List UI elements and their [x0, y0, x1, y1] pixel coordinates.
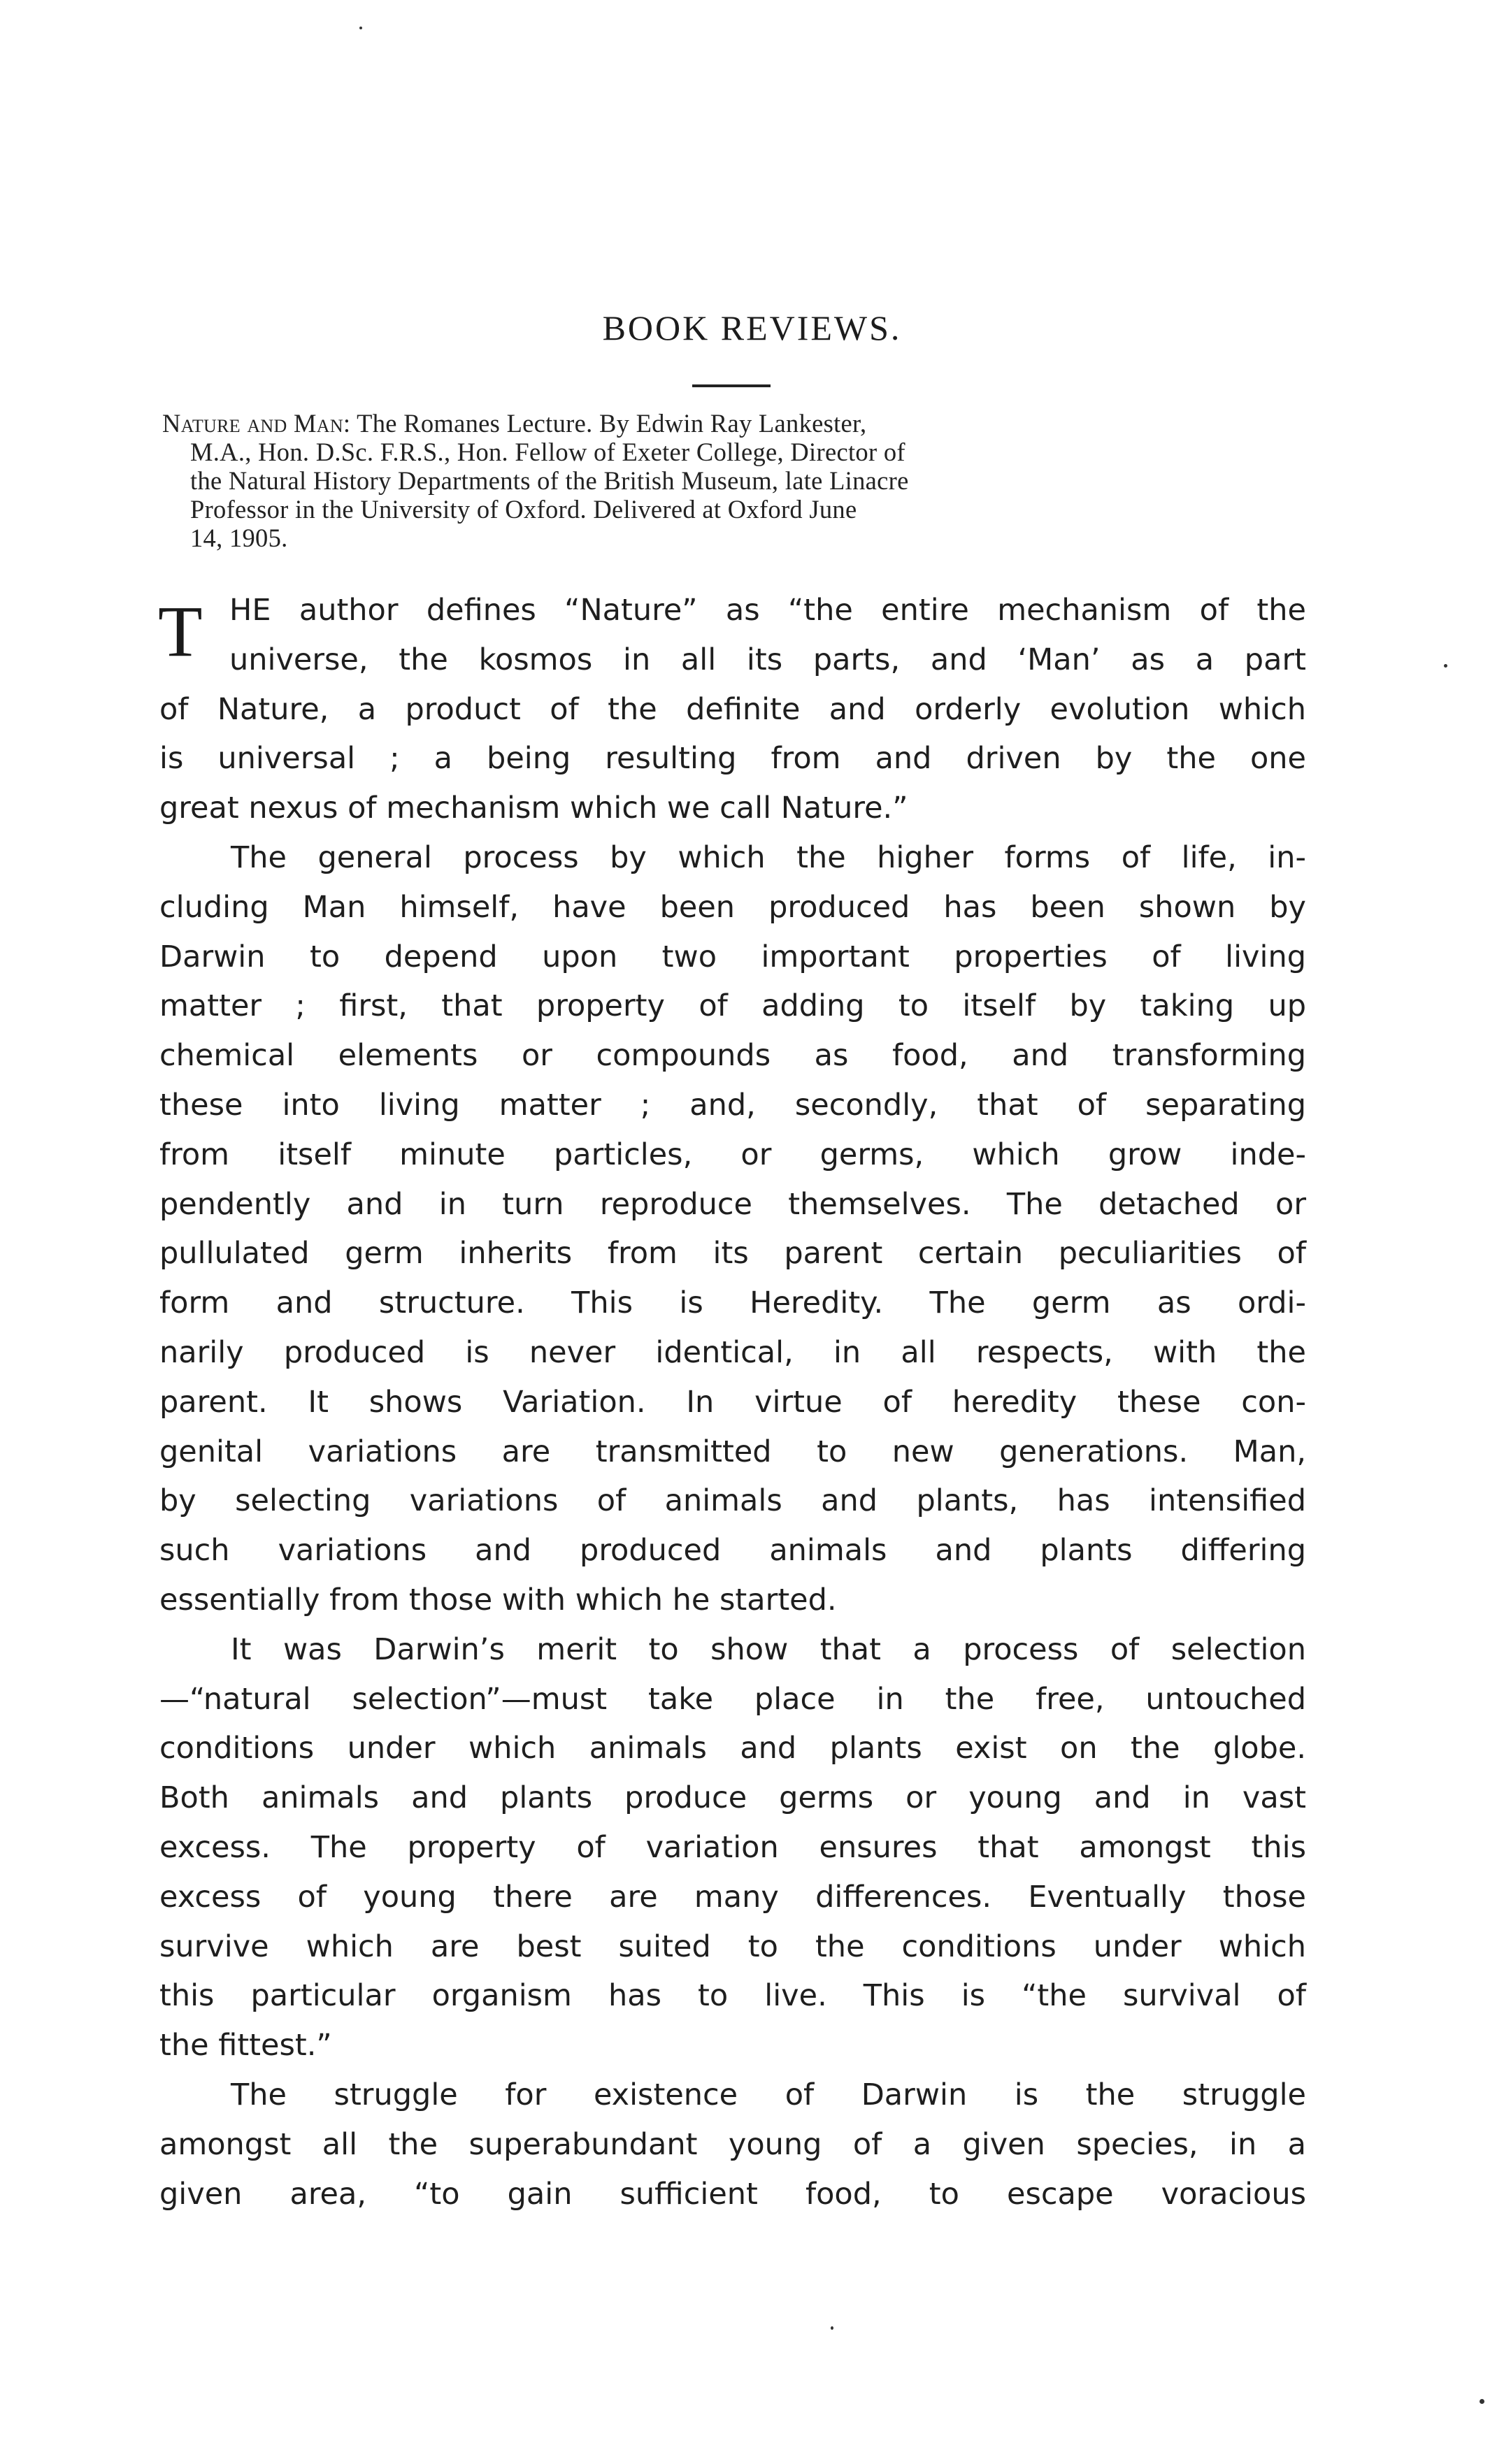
body-line: narily produced is never identical, in all respects, with the: [159, 1334, 1306, 1370]
review-citation: [162, 409, 1309, 552]
body-line: conditions under which animals and plants exist on the globe.: [159, 1731, 1306, 1766]
body-line: genital variations are transmitted to new generations. Man,: [159, 1434, 1306, 1469]
page-heading: BOOK REVIEWS.: [602, 308, 902, 347]
body-line: these into living matter ; and, secondly, that of separating: [159, 1087, 1306, 1123]
body-line: The struggle for existence of Darwin is the struggle: [231, 2077, 1306, 2112]
review-body: [159, 586, 1306, 2219]
body-line: the fittest.”: [159, 2028, 332, 2063]
body-line: given area, “to gain sufficient food, to escape voracious: [159, 2176, 1306, 2212]
body-line: Both animals and plants produce germs or young and in vast: [159, 1780, 1306, 1816]
body-line: —“natural selection”—must take place in the free, untouched: [159, 1681, 1306, 1717]
citation-line: [162, 409, 1309, 438]
citation-line-text: : The Romanes Lecture. By Edwin Ray Lankester,: [343, 409, 867, 438]
body-line: is universal ; a being resulting from and driven by the one: [159, 741, 1306, 777]
citation-line: the Natural History Departments of the British Museum, late Linacre: [190, 466, 909, 495]
body-line: HE author defines “Nature” as “the entire mechanism of the: [229, 593, 1306, 628]
body-line: pendently and in turn reproduce themselves. The detached or: [159, 1186, 1306, 1222]
body-line: by selecting variations of animals and plants, has intensified: [159, 1483, 1306, 1519]
body-line: excess. The property of variation ensures that amongst this: [159, 1829, 1306, 1865]
body-line: excess of young there are many differences. Eventually those: [159, 1879, 1306, 1915]
body-line: essentially from those with which he started.: [159, 1582, 837, 1618]
body-line: such variations and produced animals and plants differing: [159, 1533, 1306, 1569]
print-speck: [1480, 2399, 1484, 2404]
drop-cap: T: [158, 591, 203, 672]
body-line: Darwin to depend upon two important properties of living: [159, 939, 1306, 974]
body-line: The general process by which the higher forms of life, in-: [231, 840, 1306, 875]
heading-rule: [692, 384, 771, 387]
body-line: from itself minute particles, or germs, which grow inde-: [159, 1137, 1306, 1172]
citation-title: Nature and Man: [162, 409, 343, 438]
body-line: universe, the kosmos in all its parts, and ‘Man’ as a part: [229, 642, 1306, 677]
body-line: of Nature, a product of the definite and orderly evolution which: [159, 691, 1306, 727]
body-line: great nexus of mechanism which we call Nature.”: [159, 791, 908, 826]
citation-line: M.A., Hon. D.Sc. F.R.S., Hon. Fellow of Exeter College, Director of: [190, 438, 905, 466]
body-line: parent. It shows Variation. In virtue of heredity these con-: [159, 1384, 1306, 1420]
print-speck: [1444, 664, 1447, 668]
print-speck: [359, 27, 362, 29]
citation-line: Professor in the University of Oxford. Delivered at Oxford June: [190, 495, 857, 524]
body-line: pullulated germ inherits from its parent certain peculiarities of: [159, 1236, 1306, 1271]
body-line: matter ; first, that property of adding to itself by taking up: [159, 988, 1306, 1024]
body-line: cluding Man himself, have been produced has been shown by: [159, 889, 1306, 925]
citation-line: 14, 1905.: [190, 524, 288, 552]
body-line: amongst all the superabundant young of a given species, in a: [159, 2126, 1306, 2162]
body-line: form and structure. This is Heredity. The germ as ordi-: [159, 1285, 1306, 1321]
body-line: chemical elements or compounds as food, and transforming: [159, 1038, 1306, 1074]
body-line: It was Darwin’s merit to show that a process of selection: [231, 1631, 1306, 1667]
body-line: this particular organism has to live. This is “the survival of: [159, 1978, 1306, 2014]
body-line: survive which are best suited to the conditions under which: [159, 1929, 1306, 1964]
print-speck: [831, 2326, 833, 2330]
